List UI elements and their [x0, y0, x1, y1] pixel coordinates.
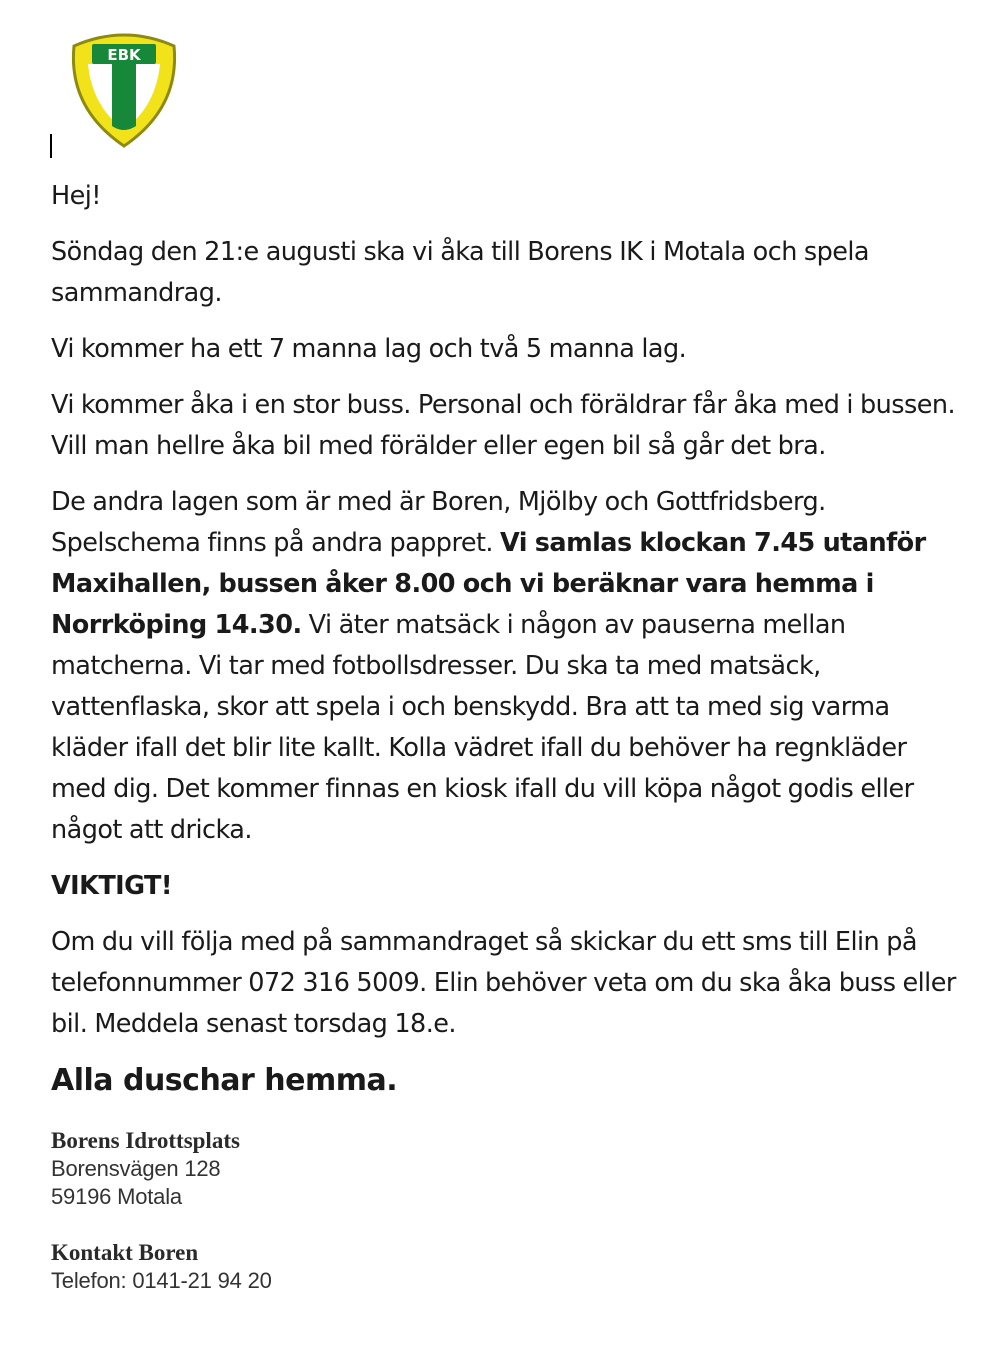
- paragraph-signup: Om du vill följa med på sammandraget så skickar du ett sms till Elin på telefonnummer 072 316 5009. Elin behöver veta om du ska åka buss eller bil. Meddela senast torsdag 18.e.: [51, 927, 956, 1039]
- venue-name: Borens Idrottsplats: [51, 1128, 240, 1153]
- packing-list: Vi äter matsäck i någon av pauserna mellan matcherna. Vi tar med fotbollsdresser. Du ska ta med matsäck, vattenflaska, skor att spela i och benskydd. Bra att ta med sig varma kläder ifall det blir lite kallt. Kolla vädret ifall du behöver ha regnkläder med dig. Det kommer finnas en kiosk ifall du vill köpa något godis eller något att dricka.: [51, 610, 914, 845]
- logo-text: EBK: [107, 46, 141, 64]
- letter-body: [51, 176, 961, 1295]
- venue-street: Borensvägen 128: [51, 1156, 221, 1181]
- paragraph-teams: Vi kommer ha ett 7 manna lag och två 5 manna lag.: [51, 334, 687, 364]
- paragraph-schedule: [51, 482, 961, 851]
- text-cursor: [50, 134, 52, 158]
- ebk-club-logo: [68, 26, 180, 148]
- greeting: Hej!: [51, 181, 101, 211]
- showers-note: Alla duschar hemma.: [51, 1063, 398, 1098]
- schedule-intro: De andra lagen som är med är Boren, Mjölby och Gottfridsberg. Spelschema finns på andra pappret.: [51, 487, 826, 558]
- contact-block: [51, 1239, 961, 1295]
- important-heading: VIKTIGT!: [51, 871, 172, 901]
- contact-title: Kontakt Boren: [51, 1240, 199, 1265]
- meeting-time: Vi samlas klockan 7.45 utanför Maxihallen, bussen åker 8.00 och vi beräknar vara hemma i Norrköping 14.30.: [51, 528, 926, 640]
- paragraph-date: Söndag den 21:e augusti ska vi åka till Borens IK i Motala och spela sammandrag.: [51, 237, 869, 308]
- paragraph-bus: Vi kommer åka i en stor buss. Personal och föräldrar får åka med i bussen. Vill man hellre åka bil med förälder eller egen bil så går det bra.: [51, 390, 956, 461]
- venue-city: 59196 Motala: [51, 1184, 182, 1209]
- venue-address: [51, 1127, 961, 1211]
- contact-phone: Telefon: 0141-21 94 20: [51, 1268, 272, 1293]
